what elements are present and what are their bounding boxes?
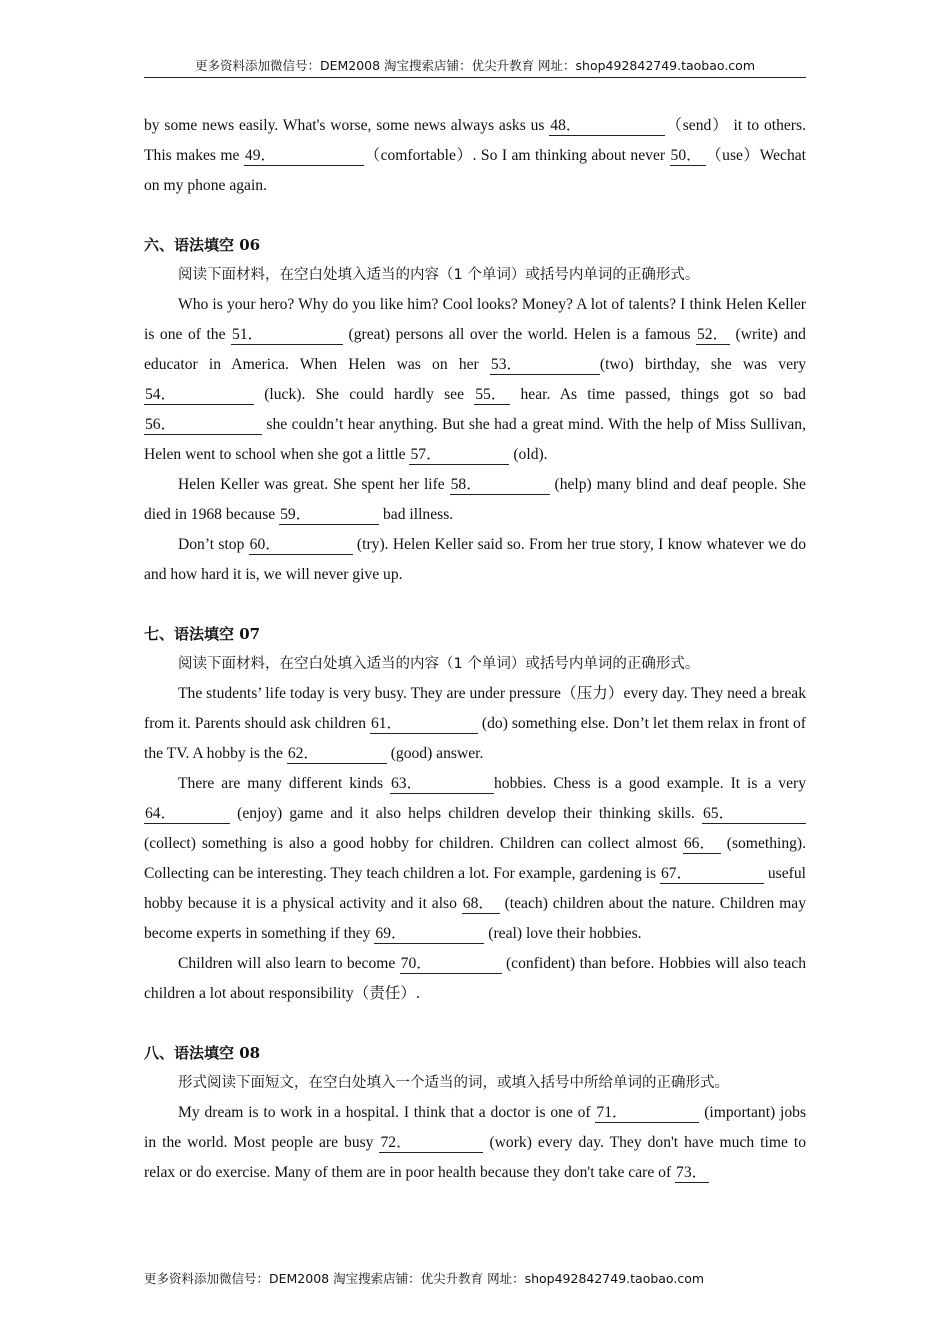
section-7-instruction: 阅读下面材料，在空白处填入适当的内容（1 个单词）或括号内单词的正确形式。 (178, 656, 700, 672)
page-header: 更多资料添加微信号：DEM2008 淘宝搜索店铺：优尖升教育 网址：shop492842749.taobao.com (144, 56, 806, 78)
blank-50[interactable]: 50． (670, 147, 706, 166)
blank-67[interactable]: 67． (660, 865, 764, 884)
section-8-heading: 八、语法填空 08 (144, 1044, 261, 1062)
blank-69[interactable]: 69． (374, 925, 484, 944)
section-6-paragraph-3: Don’t stop 60． (try). Helen Keller said so. From her true story, I know whatever we do and how hard it is, we will never give up. (144, 536, 807, 583)
blank-59[interactable]: 59． (279, 506, 379, 525)
blank-63[interactable]: 63． (390, 775, 494, 794)
section-8-paragraph-1: My dream is to work in a hospital. I think that a doctor is one of 71． (important) jobs in the world. Most people are busy 72． (work) every day. They don't have much time to relax or do exercise. Many of them are in poor health because they don't take care of 73． (144, 1104, 807, 1181)
blank-72[interactable]: 72． (379, 1134, 483, 1153)
section-7-paragraph-3: Children will also learn to become 70． (confident) than before. Hobbies will also teach children a lot about responsibility（责任）. (144, 955, 806, 1002)
blank-49[interactable]: 49． (244, 147, 364, 166)
blank-48[interactable]: 48． (549, 117, 665, 136)
blank-73[interactable]: 73． (676, 1164, 708, 1181)
blank-70[interactable]: 70． (400, 955, 502, 974)
blank-51[interactable]: 51． (231, 326, 343, 345)
section-6-paragraph-1: Who is your hero? Why do you like him? Cool looks? Money? A lot of talents? I think Helen Keller is one of the 51． (great) persons all over the world. Helen is a famous 52． (write) and educator in America. When Helen was on her 53． (two) birthday, she was very 54． (luck). She could hardly see 55． hear. As time passed, things got so bad 56． she couldn’t hear anything. But she had a great mind. With the help of Miss Sullivan, Helen went to school when she got a little 57． (old). (144, 296, 806, 463)
section-6-instruction: 阅读下面材料，在空白处填入适当的内容（1 个单词）或括号内单词的正确形式。 (178, 267, 700, 283)
document-body (144, 111, 806, 1188)
section-7-heading: 七、语法填空 07 (144, 625, 261, 643)
blank-68[interactable]: 68． (462, 895, 500, 914)
blank-57[interactable]: 57． (409, 446, 509, 465)
blank-55[interactable]: 55． (474, 386, 510, 405)
continued-paragraph: by some news easily. What's worse, some news always asks us 48． （send） it to others. This makes me 49． （comfortable）. So I am thinking about never 50． （use）Wechat on my phone again. (144, 117, 806, 194)
blank-58[interactable]: 58． (450, 476, 550, 495)
section-7-paragraph-2: There are many different kinds 63． hobbies. Chess is a good example. It is a very 64． (enjoy) game and it also helps children develop their thinking skills. 65． (collect) something is also a good hobby for children. Children can collect almost 66． (something). Collecting can be interesting. They teach children a lot. For example, gardening is 67． useful hobby because it is a physical activity and it also 68． (teach) children about the nature. Children may become experts in something if they 69． (real) love their hobbies. (144, 775, 807, 942)
blank-62[interactable]: 62． (287, 745, 387, 764)
blank-53[interactable]: 53． (490, 356, 600, 375)
section-6-paragraph-2: Helen Keller was great. She spent her life 58． (help) many blind and deaf people. She died in 1968 because 59． bad illness. (144, 476, 806, 523)
section-6-heading: 六、语法填空 06 (144, 236, 261, 254)
section-8-instruction: 形式阅读下面短文，在空白处填入一个适当的词，或填入括号中所给单词的正确形式。 (178, 1075, 729, 1091)
page-footer: 更多资料添加微信号：DEM2008 淘宝搜索店铺：优尖升教育 网址：shop492842749.taobao.com (144, 1271, 705, 1286)
blank-66[interactable]: 66． (683, 835, 721, 854)
blank-65[interactable]: 65． (702, 805, 806, 824)
blank-60[interactable]: 60． (249, 536, 353, 555)
section-7-paragraph-1: The students’ life today is very busy. They are under pressure（压力）every day. They need a break from it. Parents should ask children 61． (do) something else. Don’t let them relax in front of the TV. A hobby is the 62． (good) answer. (144, 685, 806, 762)
blank-61[interactable]: 61． (370, 715, 478, 734)
blank-54[interactable]: 54． (144, 386, 254, 405)
blank-52[interactable]: 52． (697, 326, 729, 343)
blank-56[interactable]: 56． (144, 416, 262, 435)
blank-64[interactable]: 64． (144, 805, 230, 824)
blank-71[interactable]: 71． (595, 1104, 699, 1123)
